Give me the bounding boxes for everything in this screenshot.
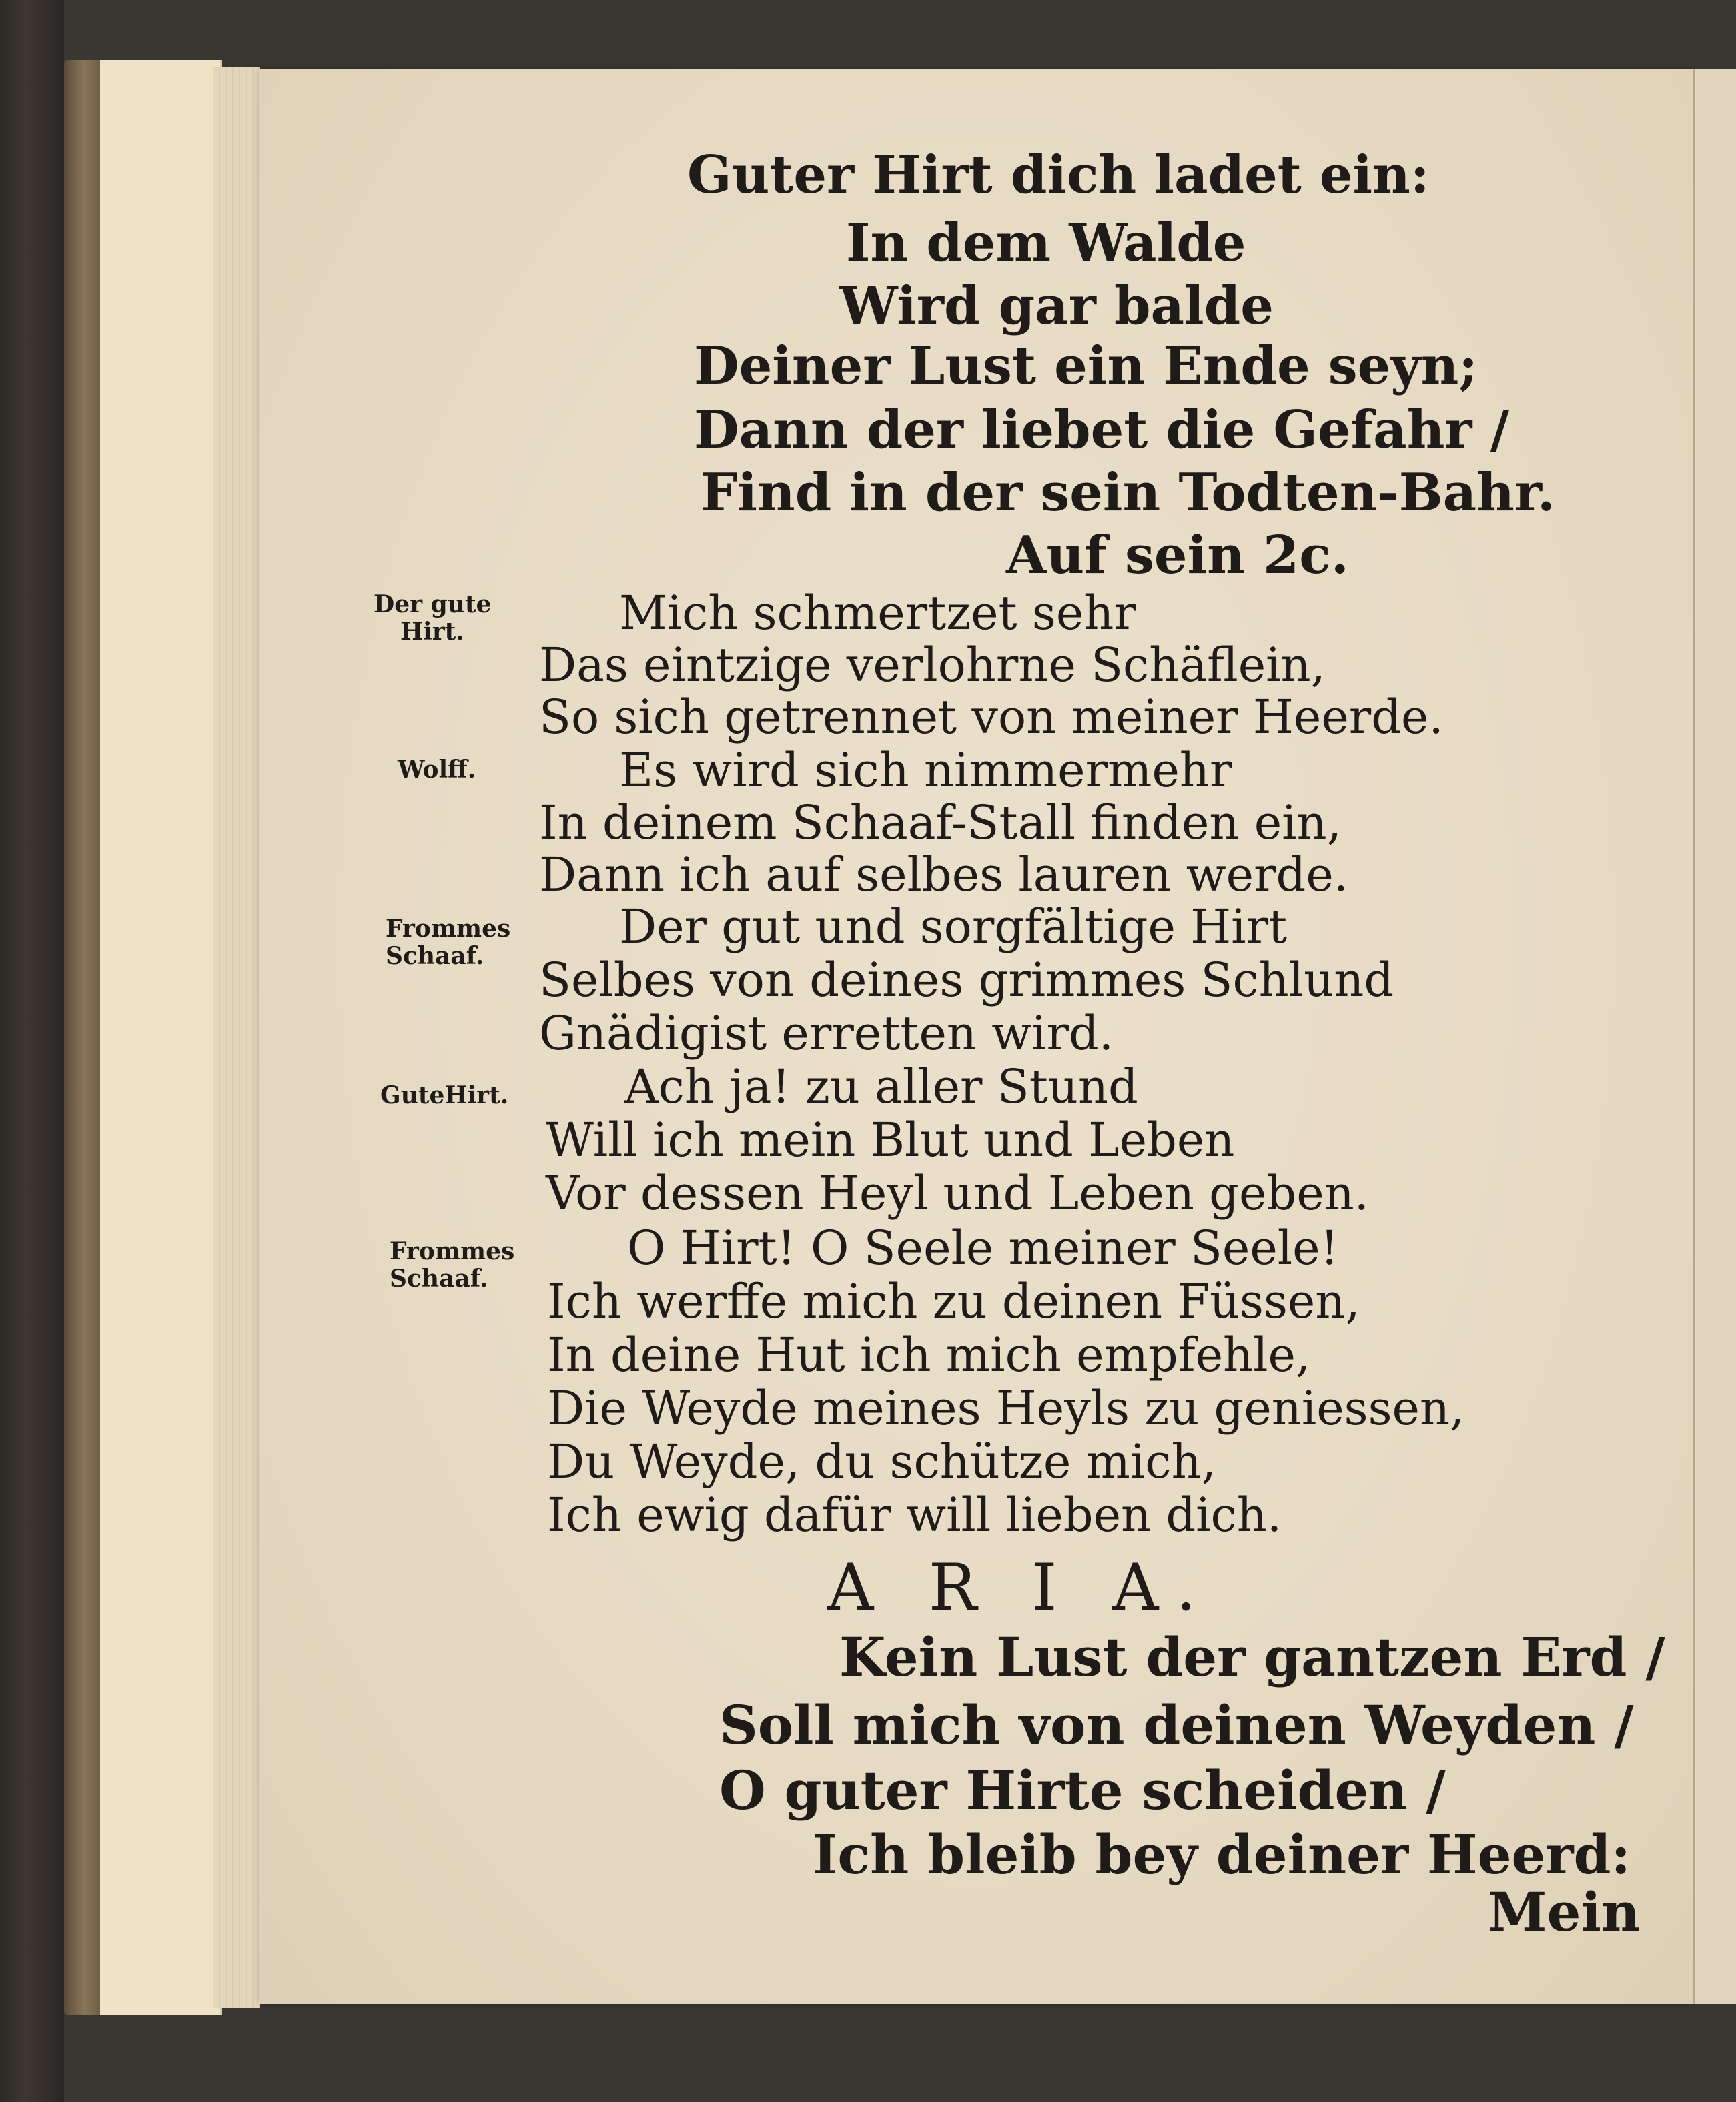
verse-line: Auf sein 2c. [1006, 525, 1349, 586]
speaker-label [380, 1082, 508, 1109]
cover-board [100, 60, 222, 2015]
aria-line: O guter Hirte scheiden / [719, 1759, 1446, 1822]
dialogue-line: Vor dessen Heyl und Leben geben. [546, 1166, 1369, 1221]
aria-line: Soll mich von deinen Weyden / [719, 1694, 1634, 1756]
verse-line: Deiner Lust ein Ende seyn; [694, 336, 1478, 396]
verse-line: Dann der liebet die Gefahr / [694, 400, 1510, 460]
dialogue-line: Gnädigist erretten wird. [539, 1006, 1114, 1061]
speaker-label [398, 756, 476, 784]
dialogue-line: Selbes von deines grimmes Schlund [539, 953, 1394, 1007]
dialogue-line: Der gut und sorgfältige Hirt [619, 899, 1288, 954]
verse-line: Wird gar balde [839, 276, 1274, 336]
dialogue-line: In deinem Schaaf-Stall finden ein, [539, 795, 1342, 850]
speaker-label-line: Schaaf. [390, 1265, 488, 1293]
dialogue-line: Du Weyde, du schütze mich, [547, 1434, 1216, 1489]
speaker-label-line: GuteHirt. [380, 1081, 509, 1109]
dialogue-line: Ich ewig dafür will lieben dich. [547, 1488, 1282, 1542]
verse-line: Guter Hirt dich ladet ein: [687, 145, 1430, 205]
speaker-label-line: Frommes [390, 1237, 515, 1265]
speaker-label-line: Der gute [374, 590, 492, 618]
verse-line: In dem Walde [846, 213, 1246, 274]
verse-line: Find in der sein Todten-Bahr. [701, 462, 1556, 523]
facing-page-edge [1693, 69, 1736, 2004]
speaker-label-line: Frommes [386, 915, 511, 943]
speaker-label-line: Schaaf. [386, 942, 484, 971]
dialogue-line: Ich werffe mich zu deinen Füssen, [547, 1274, 1360, 1329]
dialogue-line: Die Weyde meines Heyls zu geniessen, [547, 1381, 1465, 1436]
binding-edge [64, 60, 104, 2015]
speaker-label-line: Hirt. [400, 618, 464, 646]
dialogue-line: Es wird sich nimmermehr [619, 743, 1232, 798]
aria-line: Kein Lust der gantzen Erd / [839, 1626, 1665, 1688]
speaker-label [386, 915, 510, 971]
dialogue-line: O Hirt! O Seele meiner Seele! [627, 1221, 1339, 1275]
aria-line: Ich bleib bey deiner Heerd: [813, 1823, 1631, 1886]
aria-title: A R I A. [827, 1550, 1214, 1625]
speaker-label-line: Wolff. [398, 756, 476, 784]
book-spine [0, 0, 64, 2102]
dialogue-line: Ach ja! zu aller Stund [624, 1059, 1138, 1114]
dialogue-line: Will ich mein Blut und Leben [546, 1113, 1235, 1167]
dialogue-line: Dann ich auf selbes lauren werde. [539, 847, 1349, 902]
speaker-label [374, 591, 492, 646]
dialogue-line: Mich schmertzet sehr [619, 586, 1136, 640]
dialogue-line: Das eintzige verlohrne Schäflein, [539, 638, 1326, 692]
page-edges [213, 67, 260, 2008]
book-page [259, 69, 1693, 2004]
speaker-label [390, 1238, 514, 1293]
dialogue-line: In deine Hut ich mich empfehle, [547, 1328, 1311, 1382]
catchword: Mein [1488, 1881, 1641, 1943]
dialogue-line: So sich getrennet von meiner Heerde. [539, 690, 1444, 744]
